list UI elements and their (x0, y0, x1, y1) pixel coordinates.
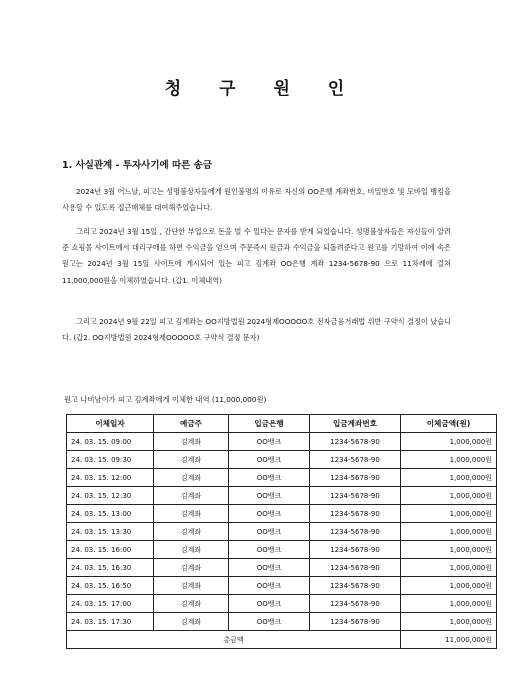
table-row (67, 505, 497, 523)
cell-bank: OO뱅크 (229, 523, 310, 541)
cell-amount: 1,000,000원 (401, 559, 497, 577)
cell-account-number: 1234-5678-90 (310, 469, 401, 487)
cell-amount: 1,000,000원 (401, 505, 497, 523)
cell-date: 24. 03. 15. 16:30 (67, 559, 154, 577)
document-title: 청 구 원 인 (164, 79, 361, 99)
cell-date: 24. 03. 15. 16:00 (67, 541, 154, 559)
paragraph-3: 그리고 2024년 9월 22일 피고 김계좌는 OO지방법원 2024형제OOOOO호 전자금융거래법 위반 구약식 결정이 났습니다. (갑2. OO지방법원 2024형제OOOOO호 구약식 결정 문자) (62, 317, 451, 343)
paragraph-2: 그리고 2024년 3월 15일 , 간단한 부업으로 돈을 벌 수 있다는 문자를 받게 되었습니다. 성명불상자들은 자신들이 알려준 쇼핑몰 사이트에서 대리구매를 하면 수익금을 얻으며 주문즉시 원금과 수익금을 되돌려준다고 원고를 기망하여 이에 속은 원고는 2024년 3월 15일 사이트에 게시되어 있는 피고 김계좌 OO은행 계좌 1234-5678-90 으로 11차례에 걸쳐 11,000,000원을 이체하였습니다. (갑1. 이체내역) (62, 227, 451, 285)
cell-date: 24. 03. 15. 12:00 (67, 469, 154, 487)
cell-amount: 1,000,000원 (401, 613, 497, 631)
table-caption: 원고 나비남이가 피고 김계좌에게 이체한 내역 (11,000,000원) (64, 395, 267, 404)
cell-account-holder: 김계좌 (154, 523, 229, 541)
table-row (67, 433, 497, 451)
cell-date: 24. 03. 15. 17:30 (67, 613, 154, 631)
cell-account-holder: 김계좌 (154, 505, 229, 523)
cell-amount: 1,000,000원 (401, 469, 497, 487)
cell-date: 24. 03. 15. 17:00 (67, 595, 154, 613)
cell-amount: 1,000,000원 (401, 595, 497, 613)
cell-bank: OO뱅크 (229, 451, 310, 469)
table-row (67, 523, 497, 541)
cell-amount: 1,000,000원 (401, 451, 497, 469)
cell-bank: OO뱅크 (229, 577, 310, 595)
table-row (67, 487, 497, 505)
cell-account-holder: 김계좌 (154, 595, 229, 613)
cell-bank: OO뱅크 (229, 505, 310, 523)
cell-bank: OO뱅크 (229, 559, 310, 577)
cell-account-number: 1234-5678-90 (310, 595, 401, 613)
cell-amount: 1,000,000원 (401, 577, 497, 595)
table-row (67, 469, 497, 487)
cell-account-holder: 김계좌 (154, 451, 229, 469)
total-label: 총금액 (67, 631, 401, 649)
cell-account-number: 1234-5678-90 (310, 523, 401, 541)
cell-date: 24. 03. 15. 09:30 (67, 451, 154, 469)
cell-amount: 1,000,000원 (401, 487, 497, 505)
cell-amount: 1,000,000원 (401, 433, 497, 451)
header-bank: 입금은행 (229, 415, 310, 433)
header-account-number: 입금계좌번호 (310, 415, 401, 433)
cell-date: 24. 03. 15. 13:30 (67, 523, 154, 541)
cell-bank: OO뱅크 (229, 433, 310, 451)
cell-bank: OO뱅크 (229, 469, 310, 487)
header-account-holder: 예금주 (154, 415, 229, 433)
cell-date: 24. 03. 15. 12:30 (67, 487, 154, 505)
header-amount: 이체금액(원) (401, 415, 497, 433)
cell-account-holder: 김계좌 (154, 577, 229, 595)
table-total-row (67, 631, 497, 649)
cell-account-number: 1234-5678-90 (310, 613, 401, 631)
table-row (67, 595, 497, 613)
cell-date: 24. 03. 15. 13:00 (67, 505, 154, 523)
table-body (67, 433, 497, 631)
transfer-table (66, 414, 497, 649)
cell-account-number: 1234-5678-90 (310, 487, 401, 505)
table-row (67, 559, 497, 577)
cell-account-number: 1234-5678-90 (310, 451, 401, 469)
cell-amount: 1,000,000원 (401, 523, 497, 541)
cell-account-holder: 김계좌 (154, 559, 229, 577)
table-row (67, 541, 497, 559)
table-row (67, 451, 497, 469)
cell-account-holder: 김계좌 (154, 613, 229, 631)
header-date: 이체일자 (67, 415, 154, 433)
cell-date: 24. 03. 15. 09:00 (67, 433, 154, 451)
cell-date: 24. 03. 15. 16:50 (67, 577, 154, 595)
cell-amount: 1,000,000원 (401, 541, 497, 559)
cell-bank: OO뱅크 (229, 541, 310, 559)
cell-account-holder: 김계좌 (154, 541, 229, 559)
cell-account-number: 1234-5678-90 (310, 541, 401, 559)
cell-bank: OO뱅크 (229, 487, 310, 505)
section-heading: 1. 사실관계 - 투자사기에 따른 송금 (62, 160, 213, 171)
cell-account-number: 1234-5678-90 (310, 505, 401, 523)
paragraph-1: 2024년 3월 어느날, 피고는 성명불상자들에게 원인불명의 이유로 자신의 OO은행 계좌번호, 비밀번호 및 모바일 뱅킹을 사용할 수 있도록 접근매체를 대여해주었습니다. (62, 187, 451, 213)
cell-account-holder: 김계좌 (154, 433, 229, 451)
table-row (67, 613, 497, 631)
cell-account-number: 1234-5678-90 (310, 433, 401, 451)
table-row (67, 577, 497, 595)
cell-account-holder: 김계좌 (154, 487, 229, 505)
cell-account-holder: 김계좌 (154, 469, 229, 487)
cell-account-number: 1234-5678-90 (310, 577, 401, 595)
total-value: 11,000,000원 (401, 631, 497, 649)
cell-account-number: 1234-5678-90 (310, 559, 401, 577)
cell-bank: OO뱅크 (229, 595, 310, 613)
cell-bank: OO뱅크 (229, 613, 310, 631)
table-header-row (67, 415, 497, 433)
